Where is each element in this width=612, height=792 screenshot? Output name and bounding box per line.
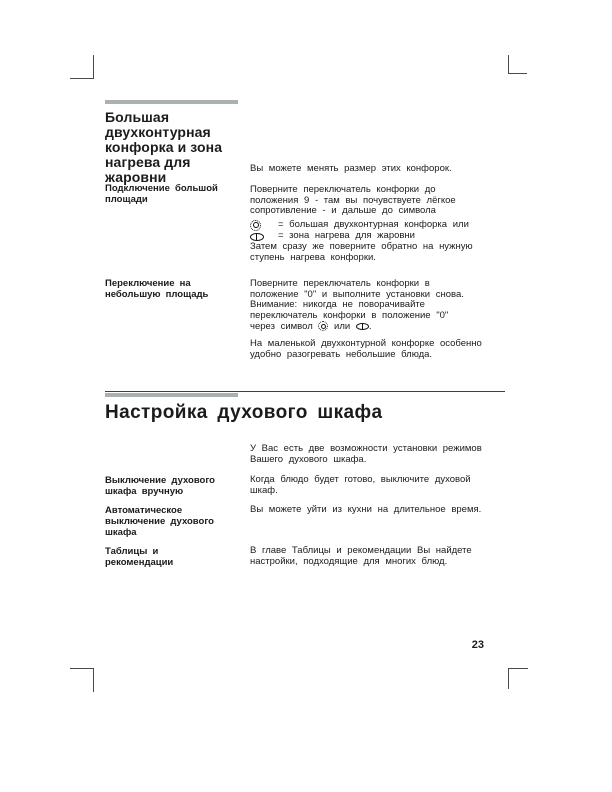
dual-circuit-burner-icon bbox=[318, 321, 328, 331]
oven-intro-paragraph: У Вас есть две возможности установки режимов Вашего духового шкафа. bbox=[250, 443, 482, 465]
symbol-legend-label: = большая двухконтурная конфорка или bbox=[278, 219, 469, 230]
connect-large-area-heading: Подключение большой площади bbox=[105, 183, 218, 205]
symbol-legend-row bbox=[250, 230, 469, 241]
oven-section-title: Настройка духового шкафа bbox=[105, 402, 383, 423]
burner-section-title: Большая двухконтурная конфорка и зона нагрева для жаровни bbox=[105, 109, 223, 185]
turn-back-paragraph: Затем сразу же поверните обратно на нужную ступень нагрева конфорки. bbox=[250, 241, 473, 263]
burner-intro-text: Вы можете менять размер этих конфорок. bbox=[250, 163, 452, 174]
section-accent-bar bbox=[105, 100, 238, 104]
switch-small-area-paragraph: Поверните переключатель конфорки в положение "0" и выполните установки снова. Внимание: никогда не поворачивайте переключатель конфорки в положение "0" bbox=[250, 278, 464, 321]
crop-mark-bottom-left-icon bbox=[70, 668, 94, 692]
crop-mark-top-left-icon bbox=[70, 55, 94, 79]
switch-last-line-or: или bbox=[334, 321, 351, 332]
roasting-zone-icon bbox=[356, 323, 369, 330]
switch-small-area-heading: Переключение на небольшую площадь bbox=[105, 278, 209, 300]
symbol-legend-label: = зона нагрева для жаровни bbox=[278, 230, 415, 241]
section-accent-bar bbox=[105, 393, 238, 397]
dual-circuit-burner-icon bbox=[250, 220, 261, 231]
oven-row-manual-off-text: Когда блюдо будет готово, выключите духовой шкаф. bbox=[250, 474, 471, 496]
switch-last-line-prefix: через символ bbox=[250, 321, 313, 332]
crop-mark-bottom-right-icon bbox=[508, 668, 528, 689]
switch-last-line-period: . bbox=[368, 321, 372, 332]
symbol-legend-row bbox=[250, 219, 469, 230]
oven-row-tables-heading: Таблицы и рекомендации bbox=[105, 546, 174, 568]
roasting-zone-icon bbox=[250, 233, 264, 241]
symbol-legend bbox=[250, 219, 469, 241]
oven-row-manual-off-heading: Выключение духового шкафа вручную bbox=[105, 475, 215, 497]
small-burner-note: На маленькой двухконтурной конфорке особенно удобно разогревать небольшие блюда. bbox=[250, 338, 482, 360]
oven-row-auto-off-text: Вы можете уйти из кухни на длительное время. bbox=[250, 504, 482, 515]
page-number: 23 bbox=[471, 639, 484, 651]
connect-large-area-paragraph: Поверните переключатель конфорки до положения 9 - там вы почувствуете лёгкое сопротивление - и дальше до символа bbox=[250, 184, 456, 216]
oven-row-auto-off-heading: Автоматическое выключение духового шкафа bbox=[105, 505, 214, 538]
switch-paragraph-last-line bbox=[250, 321, 371, 333]
oven-row-tables-text: В главе Таблицы и рекомендации Вы найдете настройки, подходящие для многих блюд. bbox=[250, 545, 472, 567]
crop-mark-top-right-icon bbox=[508, 55, 527, 74]
